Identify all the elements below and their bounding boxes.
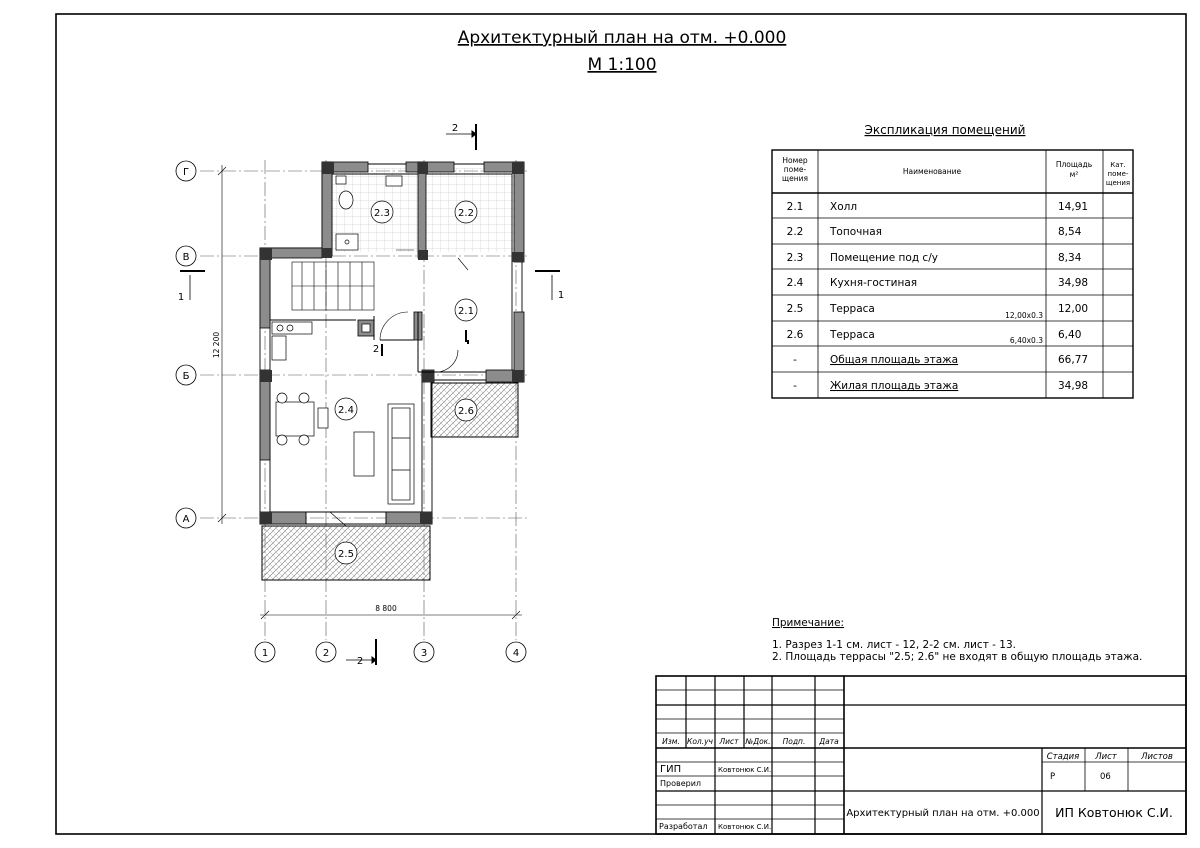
row-name: Жилая площадь этажа (830, 380, 959, 392)
row-area: 14,91 (1058, 201, 1089, 213)
notes-block (772, 617, 1142, 663)
grid-number-3: 3 (420, 648, 428, 659)
row-number: 2.3 (786, 252, 804, 264)
stamp-col-date: Дата (819, 737, 839, 746)
stamp-col-list: Лист (719, 737, 739, 746)
row-number: 2.2 (786, 226, 804, 238)
row-area: 34,98 (1058, 277, 1089, 289)
row-area: 8,34 (1058, 252, 1082, 264)
room-label-2-4: 2.4 (338, 405, 354, 416)
row-name: Общая площадь этажа (830, 354, 959, 366)
row-name: Холл (830, 201, 858, 213)
floor-plan (176, 123, 564, 667)
note-item: 2. Площадь террасы "2.5; 2.6" не входят в общую площадь этажа. (772, 651, 1143, 663)
stamp-drawing-name: Архитектурный план на отм. +0.000 (846, 808, 1040, 819)
row-name: Помещение под с/у (830, 252, 938, 264)
row-note: 12,00х0.3 (1005, 311, 1043, 320)
header-category-line3: щения (1105, 179, 1131, 187)
stamp-role-developed-name: Ковтонюк С.И. (718, 823, 772, 831)
explication-title: Экспликация помещений (864, 123, 1026, 137)
row-area: 8,54 (1058, 226, 1082, 238)
dimension-height: 12 200 (212, 331, 221, 359)
stamp-role-developed: Разработал (659, 822, 708, 831)
header-number-line1: Номер (782, 156, 808, 165)
table-row (793, 354, 1088, 366)
table-row (787, 252, 1082, 264)
note-item: 1. Разрез 1-1 см. лист - 12, 2-2 см. лист - 13. (772, 639, 1016, 651)
room-label-2-5: 2.5 (338, 549, 354, 560)
dimension-width: 8 800 (375, 604, 397, 613)
section-label-2-bottom: 2 (356, 656, 364, 667)
sheet-frame (56, 14, 1186, 834)
row-area: 12,00 (1058, 303, 1089, 315)
table-row (793, 380, 1088, 392)
room-label-2-6: 2.6 (458, 406, 474, 417)
header-number-line3: щения (782, 174, 808, 183)
room-label-2-1: 2.1 (458, 306, 474, 317)
explication-table (772, 123, 1133, 398)
stamp-stage-header: Стадия (1046, 752, 1080, 762)
row-name: Кухня-гостиная (830, 277, 918, 289)
header-name: Наименование (902, 167, 962, 176)
row-number: - (793, 380, 797, 392)
section-label-2-top: 2 (451, 123, 459, 134)
table-row (787, 277, 1088, 289)
row-name: Терраса (830, 303, 875, 315)
stamp-sheet-value: 06 (1100, 772, 1111, 782)
stamp-sheet-header: Лист (1095, 752, 1117, 762)
stamp-col-sign: Подп. (782, 737, 806, 746)
staircase (292, 262, 374, 310)
sheet-title: Архитектурный план на отм. +0.000 (457, 28, 787, 48)
header-area-line1: Площадь (1055, 160, 1093, 169)
stamp-sheets-header: Листов (1141, 752, 1173, 762)
section-label-1-right: 1 (557, 290, 565, 301)
grid-letter-v: В (182, 252, 190, 263)
stamp-role-checked: Проверил (660, 779, 702, 788)
living-furniture (354, 404, 414, 504)
header-area-line2: м² (1069, 170, 1079, 179)
grid-letter-bubbles (176, 161, 196, 528)
row-name: Терраса (830, 329, 875, 341)
table-row (787, 329, 1082, 345)
stamp-role-gip-name: Ковтонюк С.И. (718, 766, 772, 774)
stamp-col-kol: Кол.уч (687, 737, 713, 746)
room-label-2-2: 2.2 (458, 208, 474, 219)
table-row (787, 201, 1088, 213)
dining-set (276, 393, 328, 445)
header-number-line2: поме- (783, 165, 807, 174)
row-number: 2.6 (786, 329, 804, 341)
grid-number-1: 1 (261, 648, 269, 659)
stamp-role-gip: ГИП (660, 764, 682, 775)
grid-number-bubbles (255, 642, 526, 662)
table-row (787, 226, 1082, 238)
header-category-line1: Кат. (1110, 161, 1126, 169)
row-number: 2.4 (786, 277, 804, 289)
table-row (787, 303, 1088, 320)
sheet-scale: М 1:100 (587, 55, 657, 75)
header-category-line2: поме- (1107, 170, 1129, 178)
row-area: 34,98 (1058, 380, 1089, 392)
section-label-2-inner: 2 (372, 344, 380, 355)
row-number: 2.1 (786, 201, 804, 213)
grid-letter-b: Б (182, 371, 190, 382)
row-name: Топочная (830, 226, 882, 238)
section-label-1-left: 1 (177, 292, 185, 303)
row-area: 6,40 (1058, 329, 1082, 341)
grid-letter-g: Г (182, 167, 190, 178)
stamp-col-izm: Изм. (662, 737, 680, 746)
row-number: - (793, 354, 797, 366)
kitchen-units (272, 322, 370, 360)
title-block (656, 676, 1186, 834)
grid-letter-a: А (182, 514, 190, 525)
row-note: 6,40х0.3 (1009, 336, 1043, 345)
grid-number-2: 2 (322, 648, 330, 659)
row-number: 2.5 (786, 303, 804, 315)
stamp-stage-value: Р (1050, 772, 1056, 782)
stamp-organization: ИП Ковтонюк С.И. (1055, 805, 1173, 820)
grid-number-4: 4 (512, 648, 520, 659)
room-label-2-3: 2.3 (374, 208, 390, 219)
stamp-col-doc: №Док. (745, 737, 771, 746)
row-area: 66,77 (1058, 354, 1089, 366)
notes-heading: Примечание: (772, 617, 845, 629)
